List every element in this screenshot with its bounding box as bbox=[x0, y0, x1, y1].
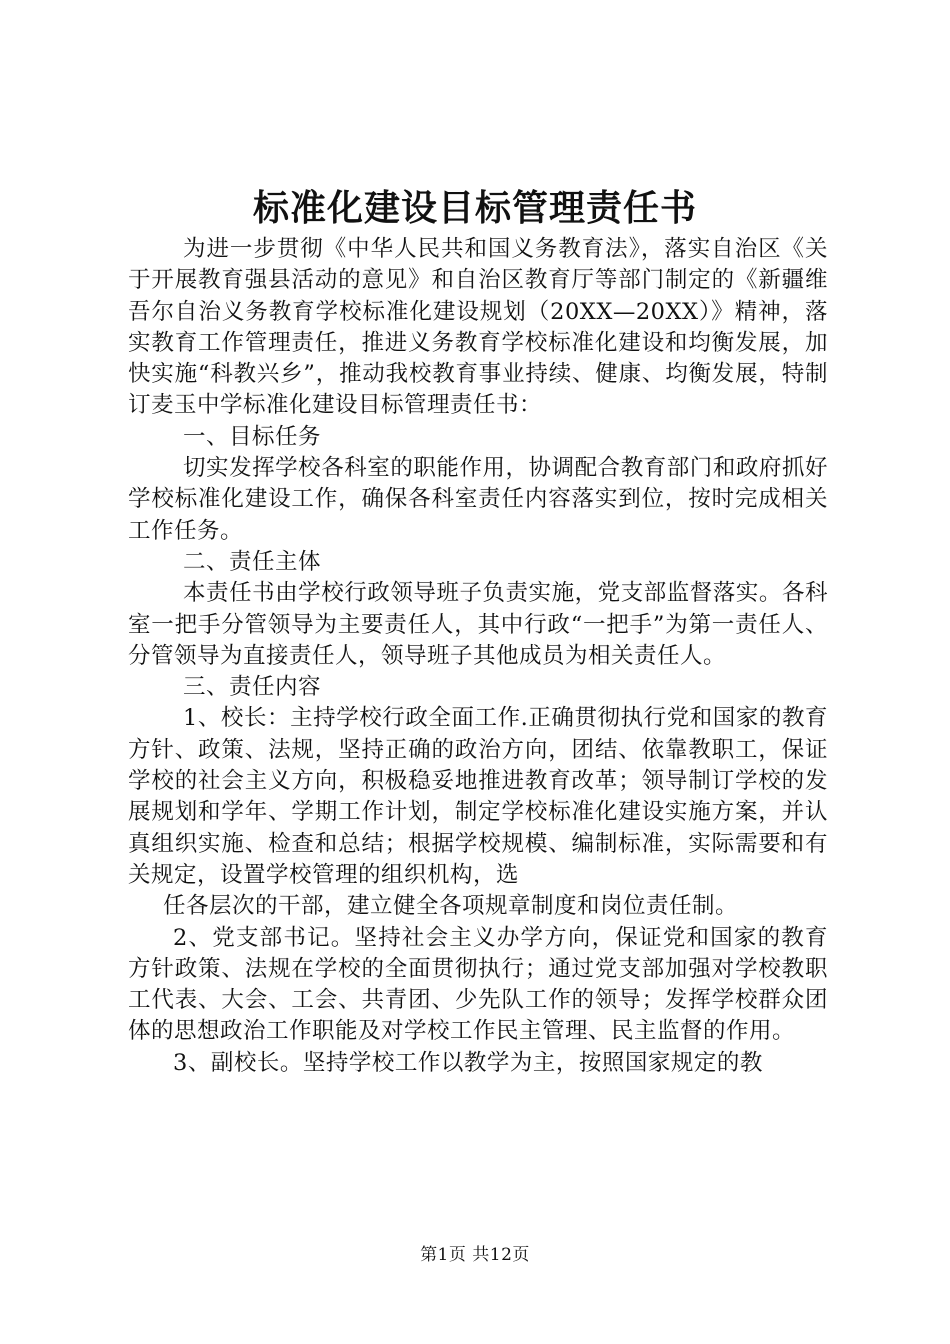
party-secretary-duties-paragraph: 2、党支部书记。坚持社会主义办学方向，保证党和国家的教育方针政策、法规在学校的全面贯彻执行；通过党支部加强对学校教职工代表、大会、工会、共青团、少先队工作的领导；发挥学校群众团体的思想政治工作职能及对学校工作民主管理、民主监督的作用。 bbox=[128, 924, 828, 1045]
goals-paragraph: 切实发挥学校各科室的职能作用，协调配合教育部门和政府抓好学校标准化建设工作，确保各科室责任内容落实到位，按时完成相关工作任务。 bbox=[128, 455, 828, 544]
vice-principal-duties-paragraph: 3、副校长。坚持学校工作以教学为主，按照国家规定的教 bbox=[173, 1049, 763, 1076]
intro-paragraph: 为进一步贯彻《中华人民共和国义务教育法》，落实自治区《关于开展教育强县活动的意见》和自治区教育厅等部门制定的《新疆维吾尔自治义务教育学校标准化建设规划（20XX—20XX）》精神，落实教育工作管理责任，推进义务教育学校标准化建设和均衡发展，加快实施“科教兴乡”，推动我校教育事业持续、健康、均衡发展，特制订麦玉中学标准化建设目标管理责任书： bbox=[128, 236, 828, 419]
page-footer: 第1页 共12页 bbox=[420, 1245, 530, 1265]
section-heading-goals: 一、目标任务 bbox=[183, 423, 322, 450]
document-body bbox=[128, 234, 828, 1079]
principal-duties-continuation: 任各层次的干部，建立健全各项规章制度和岗位责任制。 bbox=[163, 893, 739, 920]
document-title: 标准化建设目标管理责任书 bbox=[252, 187, 697, 229]
section-heading-responsible-parties: 二、责任主体 bbox=[183, 548, 322, 575]
section-heading-responsibilities: 三、责任内容 bbox=[183, 674, 322, 701]
principal-duties-paragraph: 1、校长：主持学校行政全面工作.正确贯彻执行党和国家的教育方针、政策、法规，坚持正确的政治方向，团结、依靠教职工，保证学校的社会主义方向，积极稳妥地推进教育改革；领导制订学校的发展规划和学年、学期工作计划，制定学校标准化建设实施方案，并认真组织实施、检查和总结；根据学校规模、编制标准，实际需要和有关规定，设置学校管理的组织机构，选 bbox=[128, 705, 828, 888]
responsible-parties-paragraph: 本责任书由学校行政领导班子负责实施，党支部监督落实。各科室一把手分管领导为主要责任人，其中行政“一把手”为第一责任人、分管领导为直接责任人，领导班子其他成员为相关责任人。 bbox=[128, 580, 828, 669]
